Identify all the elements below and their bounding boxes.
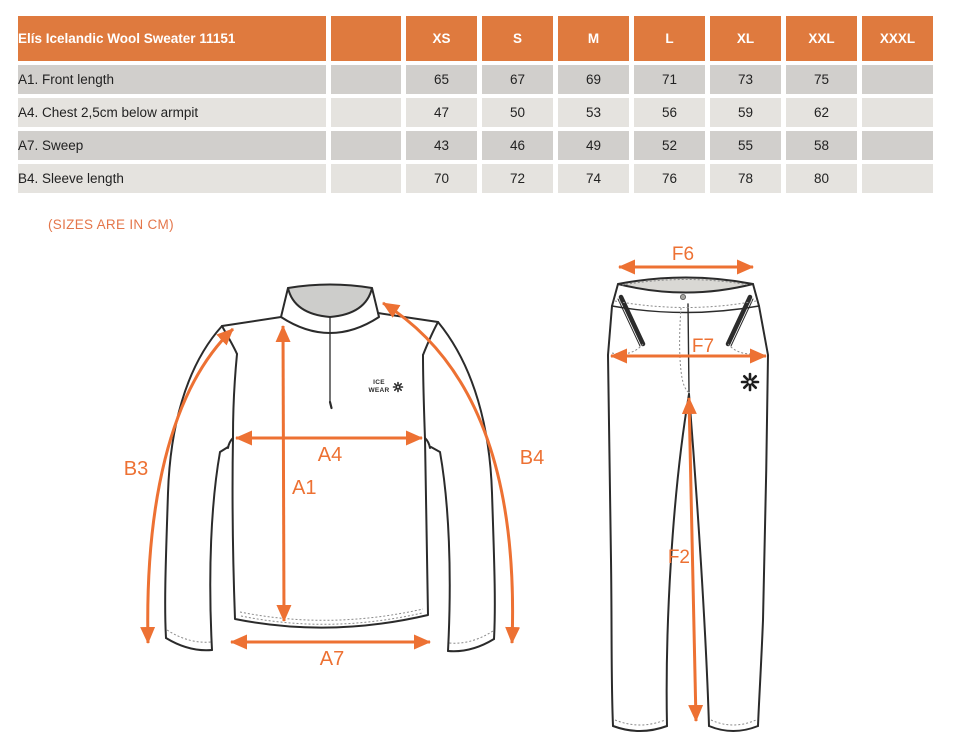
cell-value: 43 bbox=[406, 131, 477, 160]
logo-snowflake-icon bbox=[394, 383, 403, 392]
cell-value: 55 bbox=[710, 131, 781, 160]
label-f6: F6 bbox=[671, 244, 695, 265]
stitch-lines bbox=[167, 609, 493, 643]
cell-value: 78 bbox=[710, 164, 781, 193]
size-header-l: L bbox=[634, 16, 705, 61]
cell-value: 71 bbox=[634, 65, 705, 94]
cell-value: 59 bbox=[710, 98, 781, 127]
cell-value: 70 bbox=[406, 164, 477, 193]
size-header-xxl: XXL bbox=[786, 16, 857, 61]
cell-value bbox=[862, 164, 933, 193]
cell-value: 50 bbox=[482, 98, 553, 127]
row-label: A1. Front length bbox=[18, 65, 326, 94]
label-b4: B4 bbox=[519, 447, 545, 469]
label-b3: B3 bbox=[123, 458, 149, 480]
fly-line bbox=[688, 304, 689, 392]
cell-value: 52 bbox=[634, 131, 705, 160]
pants-stitch-lines bbox=[612, 280, 761, 726]
cell-value: 62 bbox=[786, 98, 857, 127]
cell-value: 75 bbox=[786, 65, 857, 94]
table-row bbox=[18, 98, 933, 127]
pants-diagram bbox=[585, 240, 785, 750]
cell-value bbox=[862, 98, 933, 127]
row-label: A7. Sweep bbox=[18, 131, 326, 160]
label-a7: A7 bbox=[319, 648, 345, 670]
size-header-m: M bbox=[558, 16, 629, 61]
pants-outline bbox=[608, 278, 768, 732]
arrow-b4 bbox=[383, 303, 513, 643]
size-header-xs: XS bbox=[406, 16, 477, 61]
header-gap-cell bbox=[331, 16, 401, 61]
cell-value: 53 bbox=[558, 98, 629, 127]
waist-button bbox=[680, 294, 685, 299]
table-title: Elís Icelandic Wool Sweater 11151 bbox=[18, 16, 326, 61]
cell-value: 49 bbox=[558, 131, 629, 160]
units-note: (SIZES ARE IN CM) bbox=[48, 217, 174, 232]
left-sleeve bbox=[165, 326, 222, 638]
cell-value: 69 bbox=[558, 65, 629, 94]
cell-value: 58 bbox=[786, 131, 857, 160]
size-header-xl: XL bbox=[710, 16, 781, 61]
cell-value: 73 bbox=[710, 65, 781, 94]
size-header-xxxl: XXXL bbox=[862, 16, 933, 61]
cell-value: 47 bbox=[406, 98, 477, 127]
sweater-diagram bbox=[100, 255, 560, 670]
table-row bbox=[18, 131, 933, 160]
cell-value: 46 bbox=[482, 131, 553, 160]
cell-value: 65 bbox=[406, 65, 477, 94]
label-f2: F2 bbox=[667, 547, 690, 568]
cell-value bbox=[862, 65, 933, 94]
label-a4: A4 bbox=[317, 444, 343, 466]
snowflake-icon bbox=[742, 374, 758, 390]
sweater-outline bbox=[165, 285, 495, 652]
label-a1: A1 bbox=[292, 477, 317, 499]
cell-value: 74 bbox=[558, 164, 629, 193]
cell-value: 76 bbox=[634, 164, 705, 193]
cell-value: 72 bbox=[482, 164, 553, 193]
waistband bbox=[618, 278, 753, 293]
right-sleeve bbox=[438, 322, 495, 639]
size-table-header bbox=[18, 16, 933, 61]
logo-text-wear: WEAR bbox=[368, 387, 390, 394]
collar-opening bbox=[288, 285, 372, 318]
cell-value: 56 bbox=[634, 98, 705, 127]
cell-value: 67 bbox=[482, 65, 553, 94]
table-row bbox=[18, 164, 933, 193]
logo-text-ice: ICE bbox=[373, 379, 385, 386]
left-leg bbox=[608, 306, 613, 726]
row-label: B4. Sleeve length bbox=[18, 164, 326, 193]
size-header-s: S bbox=[482, 16, 553, 61]
cell-value: 80 bbox=[786, 164, 857, 193]
cell-value bbox=[862, 131, 933, 160]
size-table bbox=[13, 12, 938, 197]
label-f7: F7 bbox=[691, 336, 715, 357]
table-row bbox=[18, 65, 933, 94]
right-leg bbox=[758, 306, 768, 726]
zipper-pull bbox=[330, 402, 332, 408]
row-label: A4. Chest 2,5cm below armpit bbox=[18, 98, 326, 127]
brand-logo bbox=[368, 379, 402, 394]
arrow-a1 bbox=[283, 326, 284, 621]
